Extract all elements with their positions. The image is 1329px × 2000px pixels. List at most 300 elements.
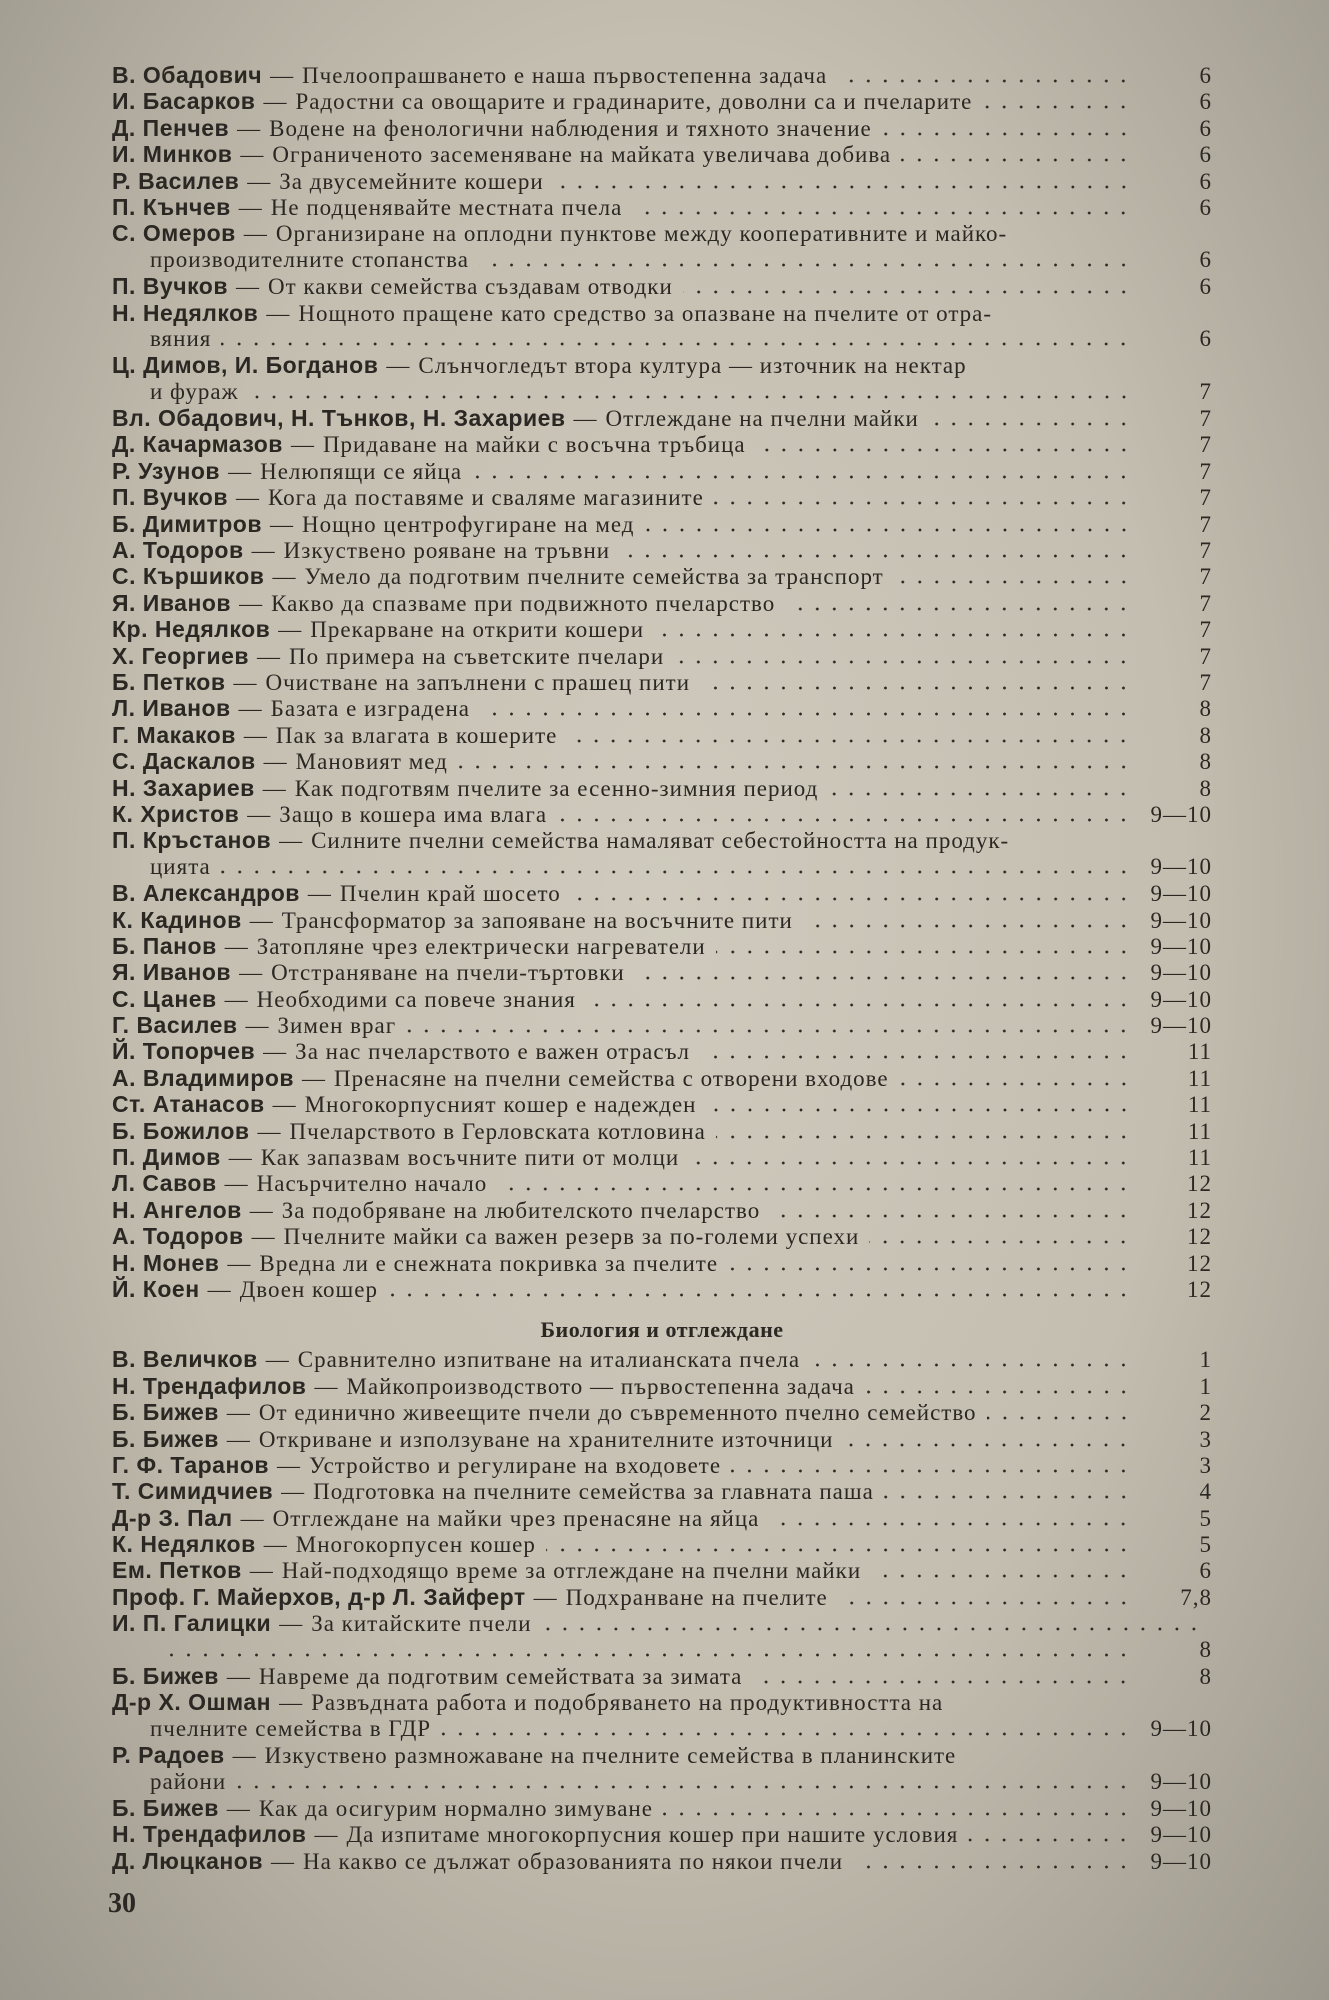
entry-page: 11 xyxy=(1187,1092,1212,1118)
separator-dash: — xyxy=(314,1373,339,1399)
entry-line xyxy=(112,1557,1212,1583)
separator-dash: — xyxy=(235,274,260,300)
entry-title: Организиране на оплодни пунктове между кооперативните и майко- xyxy=(275,221,1008,247)
dot-leader xyxy=(388,1293,1132,1297)
toc-entry xyxy=(112,563,1212,589)
separator-dash: — xyxy=(245,1013,270,1039)
toc-entry xyxy=(112,1531,1212,1557)
entry-line xyxy=(112,590,1212,616)
separator-dash: — xyxy=(224,1171,249,1197)
entry-line xyxy=(112,1197,1212,1223)
separator-dash: — xyxy=(226,1426,251,1452)
entry-page: 3 xyxy=(1199,1452,1212,1478)
entry-line xyxy=(112,273,1212,299)
toc-entry xyxy=(112,933,1212,959)
entry-line xyxy=(112,115,1212,141)
entry-line xyxy=(112,405,1212,431)
entry-title: Пчелин край шосето xyxy=(339,881,561,907)
entry-title-continuation: райони xyxy=(150,1768,227,1794)
entry-page: 9—10 xyxy=(1150,1796,1212,1821)
dot-leader xyxy=(221,342,1132,346)
dot-leader xyxy=(689,1161,1132,1165)
entry-line xyxy=(112,616,1212,642)
entry-title: Пчелните майки са важен резерв за по-големи успехи xyxy=(283,1224,860,1250)
dot-leader xyxy=(645,528,1132,532)
dot-leader xyxy=(567,739,1132,743)
entry-page: 9—10 xyxy=(1150,907,1212,933)
separator-dash: — xyxy=(386,353,411,379)
toc-entry xyxy=(112,1399,1212,1425)
entry-page: 8 xyxy=(1199,1636,1212,1662)
entry-page: 9—10 xyxy=(1150,960,1212,986)
entry-author: Н. Захариев xyxy=(112,774,255,801)
entry-title: Навреме да подготвим семействата за зимата xyxy=(258,1664,743,1690)
entry-title: Развъдната работа и подобряването на продуктивността на xyxy=(311,1690,944,1716)
entry-page: 6 xyxy=(1199,115,1212,141)
dot-leader xyxy=(869,1240,1132,1244)
entry-author: И. П. Галицки xyxy=(112,1610,272,1637)
toc-entry xyxy=(112,695,1212,721)
dot-leader xyxy=(716,1135,1132,1139)
entry-continuation-line xyxy=(112,379,1212,405)
toc-section xyxy=(112,1310,1212,1874)
entry-author: Д-р Х. Ошман xyxy=(112,1689,272,1716)
entry-line xyxy=(112,1848,1212,1874)
entry-title: Сравнително изпитване на италианската пчела xyxy=(297,1347,801,1373)
dot-leader xyxy=(557,818,1132,822)
entry-line xyxy=(112,220,1212,246)
entry-page: 7 xyxy=(1199,485,1212,511)
separator-dash: — xyxy=(243,221,268,247)
toc-entry xyxy=(112,616,1212,642)
entry-author: Я. Иванов xyxy=(112,589,232,616)
toc-entry xyxy=(112,141,1212,167)
dot-leader xyxy=(728,1267,1132,1271)
entry-title: Подхранване на пчелите xyxy=(565,1584,828,1610)
entry-page: 5 xyxy=(1199,1505,1212,1531)
separator-dash: — xyxy=(314,1822,339,1848)
entry-author: А. Владимиров xyxy=(112,1064,295,1091)
entry-title: Отглеждане на майки чрез пренасяне на яйца xyxy=(272,1505,760,1531)
entry-author: Кр. Недялков xyxy=(112,616,271,643)
dot-leader xyxy=(497,1187,1132,1191)
separator-dash: — xyxy=(290,432,315,458)
entry-title: Трансформатор за запояване на восъчните пити xyxy=(281,907,793,933)
separator-dash: — xyxy=(243,722,268,748)
entry-author: Й. Топорчев xyxy=(112,1038,256,1065)
entry-line xyxy=(112,484,1212,510)
dot-leader xyxy=(899,1082,1132,1086)
separator-dash: — xyxy=(224,986,249,1012)
entry-line xyxy=(112,1276,1212,1302)
toc-entry xyxy=(112,1223,1212,1249)
dot-leader xyxy=(700,686,1132,690)
dot-leader xyxy=(853,1865,1132,1869)
entry-page: 11 xyxy=(1187,1065,1212,1091)
entry-line xyxy=(112,722,1212,748)
entry-page: 8 xyxy=(1199,775,1212,801)
entry-line xyxy=(112,1012,1212,1038)
toc-entry xyxy=(112,1012,1212,1038)
entry-title: От единично живеещите пчели до съвременното пчелно семейство xyxy=(258,1400,977,1426)
separator-dash: — xyxy=(281,1479,306,1505)
entry-line xyxy=(112,352,1212,378)
toc-entry xyxy=(112,1505,1212,1531)
entry-page: 6 xyxy=(1199,168,1212,194)
dot-leader xyxy=(480,712,1132,716)
dot-leader xyxy=(654,633,1132,637)
entry-page: 7,8 xyxy=(1180,1584,1212,1610)
toc-entry xyxy=(112,115,1212,141)
dot-leader xyxy=(236,1785,1132,1789)
entry-author: П. Вучков xyxy=(112,484,228,511)
toc-entry xyxy=(112,352,1212,405)
entry-page: 7 xyxy=(1199,511,1212,537)
entry-line xyxy=(112,907,1212,933)
separator-dash: — xyxy=(279,828,304,854)
entry-title: Най-подходящо време за отглеждане на пчелни майки xyxy=(281,1558,862,1584)
entry-title: Устройство и регулиране на входовете xyxy=(309,1452,722,1478)
entry-author: Б. Димитров xyxy=(112,510,262,537)
entry-page: 9—10 xyxy=(1150,986,1212,1012)
toc-entry xyxy=(112,643,1212,669)
dot-leader xyxy=(770,1214,1132,1218)
entry-page: 8 xyxy=(1199,722,1212,748)
entry-line xyxy=(112,1170,1212,1196)
entry-author: Р. Узунов xyxy=(112,457,221,484)
entry-line xyxy=(112,669,1212,695)
entry-page: 7 xyxy=(1199,538,1212,564)
dot-leader xyxy=(752,1680,1132,1684)
entry-line xyxy=(112,1223,1212,1249)
entry-page: 6 xyxy=(1199,1558,1212,1584)
entry-author: В. Обадович xyxy=(112,62,263,88)
entry-page: 2 xyxy=(1199,1400,1212,1426)
dot-leader xyxy=(884,1495,1132,1499)
separator-dash: — xyxy=(238,194,263,220)
entry-page: 12 xyxy=(1187,1224,1212,1250)
entry-line xyxy=(112,1346,1212,1372)
separator-dash: — xyxy=(249,1558,274,1584)
toc-entry xyxy=(112,405,1212,431)
entry-title: Не подценявайте местната пчела xyxy=(270,194,623,220)
entry-author: Ем. Петков xyxy=(112,1557,242,1584)
entry-page: 11 xyxy=(1187,1039,1212,1065)
entry-continuation-line xyxy=(112,1716,1212,1742)
entry-title: Необходими са повече знания xyxy=(256,986,576,1012)
dot-leader xyxy=(929,422,1132,426)
toc-entry xyxy=(112,590,1212,616)
separator-dash: — xyxy=(240,142,265,168)
entry-title: Многокорпусният кошер е надежден xyxy=(304,1092,697,1118)
entry-page: 11 xyxy=(1187,1145,1212,1171)
dot-leader xyxy=(707,1108,1133,1112)
dot-leader xyxy=(458,765,1132,769)
toc-entry xyxy=(112,484,1212,510)
entry-page: 9—10 xyxy=(1150,801,1212,827)
entry-author: С. Кършиков xyxy=(112,563,265,590)
toc-entry xyxy=(112,1557,1212,1583)
entry-title: Нощното пращене като средство за опазване на пчелите от отра- xyxy=(298,300,993,326)
separator-dash: — xyxy=(207,1276,232,1302)
entry-author: С. Омеров xyxy=(112,220,236,247)
entry-author: Т. Симидчиев xyxy=(112,1478,274,1505)
separator-dash: — xyxy=(272,564,297,590)
entry-title: Изкуствено рояване на тръвни xyxy=(283,538,611,564)
entry-page: 8 xyxy=(1199,696,1212,722)
entry-page: 6 xyxy=(1199,274,1212,300)
separator-dash: — xyxy=(226,1664,251,1690)
toc-entry xyxy=(112,62,1212,88)
entry-line xyxy=(112,1742,1212,1768)
entry-author: Г. Ф. Таранов xyxy=(112,1451,270,1478)
entry-title: Вредна ли е снежната покривка за пчелите xyxy=(259,1250,719,1276)
dot-leader xyxy=(894,580,1132,584)
entry-title: Отглеждане на пчелни майки xyxy=(605,406,919,432)
entry-line xyxy=(112,88,1212,114)
entry-author: Д. Люцканов xyxy=(112,1847,263,1874)
entry-page: 7 xyxy=(1199,406,1212,432)
dot-leader xyxy=(249,395,1133,399)
separator-dash: — xyxy=(247,801,272,827)
separator-dash: — xyxy=(279,1690,304,1716)
entry-title: Радостни са овощарите и градинарите, доволни са и пчеларите xyxy=(295,89,973,115)
entry-author: Д. Пенчев xyxy=(112,114,230,141)
toc-entry xyxy=(112,1144,1212,1170)
toc-entry xyxy=(112,1610,1212,1663)
dot-leader xyxy=(785,607,1132,611)
entry-line xyxy=(112,194,1212,220)
entry-author: Й. Коен xyxy=(112,1275,200,1302)
entry-title-continuation: и фураж xyxy=(150,378,239,404)
separator-dash: — xyxy=(263,1039,288,1065)
entry-line xyxy=(112,1118,1212,1144)
entry-author: А. Тодоров xyxy=(112,1223,244,1250)
entry-title: Ограниченото засеменяване на майката увеличава добива xyxy=(272,142,892,168)
entry-author: Г. Василев xyxy=(112,1012,238,1039)
entry-author: Проф. Г. Майерхов, д-р Л. Зайферт xyxy=(112,1583,526,1610)
separator-dash: — xyxy=(228,458,253,484)
entry-title: Придаване на майки с восъчна тръбица xyxy=(322,432,746,458)
entry-title: Зимен враг xyxy=(277,1013,397,1039)
entry-title: Умело да подготвим пчелните семейства за транспорт xyxy=(304,564,884,590)
separator-dash: — xyxy=(266,300,291,326)
entry-title: Очистване на запълнени с прашец пити xyxy=(265,669,691,695)
toc-entry xyxy=(112,1742,1212,1795)
separator-dash: — xyxy=(233,669,258,695)
entry-line xyxy=(112,1250,1212,1276)
entry-author: Ст. Атанасов xyxy=(112,1091,265,1118)
entry-author: Р. Радоев xyxy=(112,1742,225,1769)
entry-title: Затопляне чрез електрически нагреватели xyxy=(256,933,706,959)
entry-line xyxy=(112,1821,1212,1847)
separator-dash: — xyxy=(263,1532,288,1558)
entry-page: 7 xyxy=(1199,564,1212,590)
toc-entry xyxy=(112,220,1212,273)
dot-leader xyxy=(837,79,1132,83)
separator-dash: — xyxy=(237,115,262,141)
toc-section xyxy=(112,62,1212,1302)
toc-entry xyxy=(112,880,1212,906)
entry-line xyxy=(112,1610,1212,1636)
entry-page: 11 xyxy=(1187,1118,1212,1144)
entry-line xyxy=(112,827,1212,853)
entry-author: Н. Монев xyxy=(112,1249,220,1276)
entry-page: 7 xyxy=(1199,432,1212,458)
separator-dash: — xyxy=(270,511,294,537)
entry-author: Ц. Димов, И. Богданов xyxy=(112,352,379,379)
separator-dash: — xyxy=(251,1224,276,1250)
entry-page: 9—10 xyxy=(1150,1822,1212,1848)
separator-dash: — xyxy=(228,1145,253,1171)
entry-title: По примера на съветските пчелари xyxy=(289,643,665,669)
separator-dash: — xyxy=(279,1611,304,1637)
entry-line xyxy=(112,300,1212,326)
entry-line xyxy=(112,1663,1212,1689)
dot-leader xyxy=(828,792,1132,796)
entry-page: 12 xyxy=(1187,1197,1212,1223)
entry-continuation-line xyxy=(112,326,1212,352)
entry-line xyxy=(112,748,1212,774)
toc-entry xyxy=(112,537,1212,563)
entry-line xyxy=(112,1091,1212,1117)
dot-leader xyxy=(700,1055,1132,1059)
dot-leader xyxy=(803,924,1132,928)
entry-title: За подобряване на любителското пчеларство xyxy=(281,1197,761,1223)
entry-line xyxy=(112,563,1212,589)
entry-author: Д-р З. Пал xyxy=(112,1504,233,1531)
entry-page: 12 xyxy=(1187,1276,1212,1302)
entry-author: Б. Бижев xyxy=(112,1795,219,1821)
entry-page: 7 xyxy=(1199,617,1212,643)
toc-entry xyxy=(112,959,1212,985)
entry-page: 12 xyxy=(1187,1171,1212,1197)
entry-author: Б. Божилов xyxy=(112,1117,250,1144)
entry-title: Пак за влагата в кошерите xyxy=(275,722,558,748)
entry-page: 7 xyxy=(1199,669,1212,695)
entry-line xyxy=(112,1795,1212,1821)
entry-title: Мановият мед xyxy=(295,749,448,775)
dot-leader xyxy=(221,870,1132,874)
dot-leader xyxy=(843,1443,1132,1447)
entry-line xyxy=(112,1065,1212,1091)
separator-dash: — xyxy=(239,590,264,616)
entry-page: 9—10 xyxy=(1150,881,1212,907)
entry-line xyxy=(112,1689,1212,1715)
toc-entry xyxy=(112,1795,1212,1821)
dot-leader xyxy=(571,897,1132,901)
toc-entry xyxy=(112,986,1212,1012)
toc-entry xyxy=(112,1689,1212,1742)
entry-title: За двусемейните кошери xyxy=(279,168,544,194)
entry-title: Какво да спазваме при подвижното пчеларство xyxy=(271,590,776,616)
entry-line xyxy=(112,1426,1212,1452)
dot-leader xyxy=(810,1363,1132,1367)
separator-dash: — xyxy=(257,1118,282,1144)
toc-entry xyxy=(112,168,1212,194)
separator-dash: — xyxy=(277,1452,302,1478)
separator-dash: — xyxy=(240,1505,265,1531)
toc-entry xyxy=(112,1250,1212,1276)
toc-entry xyxy=(112,827,1212,880)
toc-entry xyxy=(112,1426,1212,1452)
toc-entry xyxy=(112,907,1212,933)
entry-author: Б. Петков xyxy=(112,668,226,695)
entry-line xyxy=(112,458,1212,484)
entry-author: Г. Макаков xyxy=(112,721,236,748)
entry-title: За нас пчеларството е важен отрасъл xyxy=(295,1039,690,1065)
entry-page: 6 xyxy=(1199,246,1212,272)
entry-author: Н. Ангелов xyxy=(112,1196,242,1223)
entry-line xyxy=(112,511,1212,537)
entry-title: Пчеларството в Герловската котловина xyxy=(289,1118,706,1144)
entry-title: Насърчително начало xyxy=(256,1171,488,1197)
entry-title: Как да осигурим нормално зимуване xyxy=(258,1796,653,1821)
entry-line xyxy=(112,141,1212,167)
entry-title: Кога да поставяме и сваляме магазините xyxy=(267,485,704,511)
dot-leader xyxy=(756,448,1132,452)
separator-dash: — xyxy=(272,1092,297,1118)
entry-line xyxy=(112,643,1212,669)
entry-page: 6 xyxy=(1199,194,1212,220)
separator-dash: — xyxy=(573,406,598,432)
dot-leader xyxy=(586,1003,1132,1007)
entry-page: 8 xyxy=(1199,749,1212,775)
entry-author: Я. Иванов xyxy=(112,959,232,986)
entry-title: Нощно центрофугиране на мед xyxy=(302,511,635,537)
separator-dash: — xyxy=(238,696,263,722)
entry-title-continuation: производителните стопанства xyxy=(150,246,469,272)
entry-page: 7 xyxy=(1199,458,1212,484)
entry-author: Б. Бижев xyxy=(112,1399,219,1426)
toc-entry xyxy=(112,1346,1212,1372)
entry-author: К. Христов xyxy=(112,800,240,827)
entry-page: 9—10 xyxy=(1150,933,1212,959)
separator-dash: — xyxy=(239,960,264,986)
entry-author: П. Вучков xyxy=(112,273,228,300)
separator-dash: — xyxy=(235,485,260,511)
toc-entry xyxy=(112,1197,1212,1223)
separator-dash: — xyxy=(270,1848,295,1874)
separator-dash: — xyxy=(226,1400,251,1426)
entry-page: 6 xyxy=(1199,142,1212,168)
entry-author: К. Кадинов xyxy=(112,906,242,933)
toc-entry xyxy=(112,722,1212,748)
entry-author: Вл. Обадович, Н. Тънков, Н. Захариев xyxy=(112,405,566,432)
entry-title: Двоен кошер xyxy=(239,1276,378,1302)
entry-page: 1 xyxy=(1199,1373,1212,1399)
dot-leader xyxy=(546,1548,1132,1552)
toc-entry xyxy=(112,1276,1212,1302)
toc-entry xyxy=(112,1065,1212,1091)
toc-entry xyxy=(112,1118,1212,1144)
entry-author: В. Величков xyxy=(112,1346,258,1373)
entry-page: 1 xyxy=(1199,1347,1212,1373)
entry-title: От какви семейства създавам отводки xyxy=(267,274,673,300)
entry-page: 7 xyxy=(1199,378,1212,404)
entry-line xyxy=(112,1144,1212,1170)
entry-line xyxy=(112,1038,1212,1064)
entry-page: 4 xyxy=(1199,1479,1212,1505)
entry-line xyxy=(112,959,1212,985)
entry-line xyxy=(112,1584,1212,1610)
entry-author: С. Цанев xyxy=(112,985,217,1012)
entry-author: С. Даскалов xyxy=(112,748,256,775)
dot-leader xyxy=(982,105,1132,109)
entry-title: Нелюпящи се яйца xyxy=(260,458,463,484)
entry-page: 9—10 xyxy=(1150,1768,1212,1794)
dot-leader xyxy=(441,1732,1132,1736)
